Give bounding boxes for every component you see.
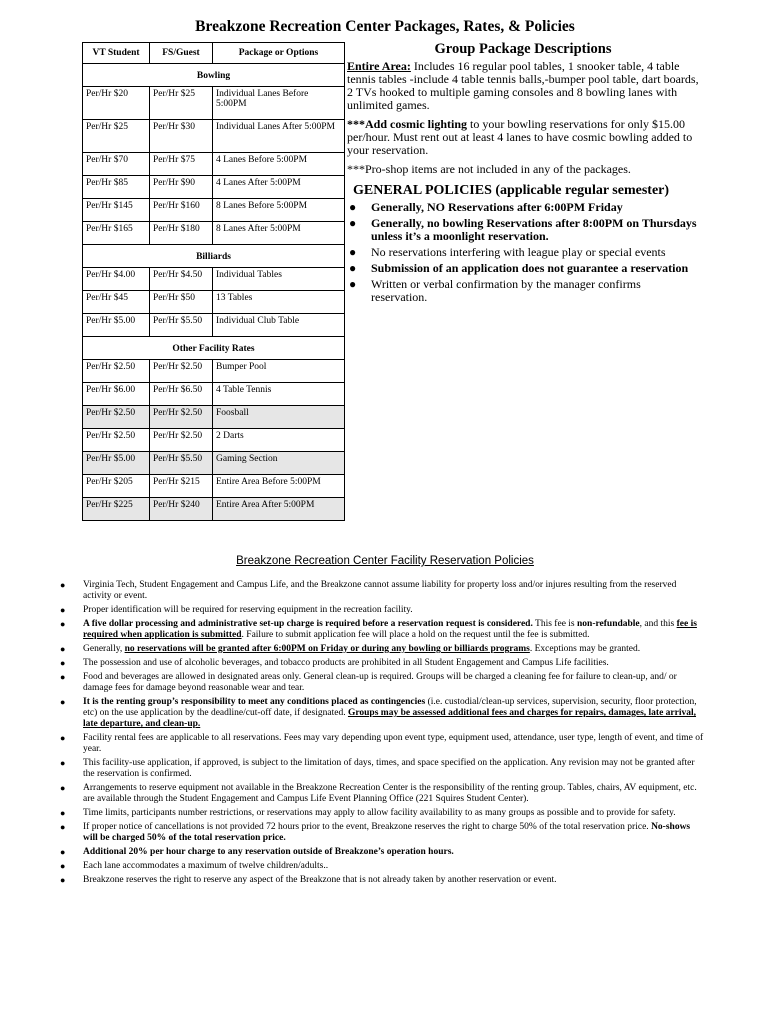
package-option: 4 Lanes After 5:00PM (213, 176, 345, 199)
table-row (83, 429, 345, 452)
header-vt-student: VT Student (83, 43, 150, 64)
bullet-icon: ● (60, 580, 66, 590)
bullet-icon: ● (349, 200, 357, 214)
bullet-icon: ● (60, 644, 66, 654)
policy-text: Proper identification will be required for reserving equipment in the recreation facility. (83, 605, 413, 615)
vt-student-rate: Per/Hr $5.00 (83, 452, 150, 475)
general-policy-item (347, 246, 699, 259)
bullet-icon: ● (60, 619, 66, 629)
facility-policy-item (60, 658, 705, 669)
vt-student-rate: Per/Hr $5.00 (83, 314, 150, 337)
vt-student-rate: Per/Hr $225 (83, 498, 150, 521)
policy-text: This fee is (532, 619, 577, 629)
facility-policy-item (60, 822, 705, 844)
facility-policy-item (60, 697, 705, 730)
facility-policy-item (60, 605, 705, 616)
table-row (83, 268, 345, 291)
policy-text: A five dollar processing and administrative set-up charge is required before a reservation request is considered. (83, 619, 533, 629)
bullet-icon: ● (60, 658, 66, 668)
fs-guest-rate: Per/Hr $25 (150, 87, 213, 120)
policy-text: Additional 20% per hour charge to any reservation outside of Breakzone’s operation hours. (83, 847, 454, 857)
table-header-row (83, 43, 345, 64)
facility-policy-item (60, 861, 705, 872)
package-option: 13 Tables (213, 291, 345, 314)
policy-text: Food and beverages are allowed in designated areas only. General clean-up is required. Groups will be charged a cleaning fee for failure to clean-up, and/ or damage fees for damage beyond reasonable wear and tear. (83, 672, 677, 693)
proshop-note: ***Pro-shop items are not included in any of the packages. (347, 162, 631, 176)
fs-guest-rate: Per/Hr $5.50 (150, 314, 213, 337)
fs-guest-rate: Per/Hr $50 (150, 291, 213, 314)
facility-policy-item (60, 808, 705, 819)
fs-guest-rate: Per/Hr $2.50 (150, 360, 213, 383)
vt-student-rate: Per/Hr $20 (83, 87, 150, 120)
table-row (83, 153, 345, 176)
vt-student-rate: Per/Hr $4.00 (83, 268, 150, 291)
section-row (83, 245, 345, 268)
fs-guest-rate: Per/Hr $180 (150, 222, 213, 245)
facility-policies-list (60, 580, 705, 889)
package-option: Individual Tables (213, 268, 345, 291)
table-row (83, 360, 345, 383)
fs-guest-rate: Per/Hr $240 (150, 498, 213, 521)
general-policies-list (347, 201, 699, 304)
entire-area-label: Entire Area: (347, 59, 411, 73)
facility-policy-item (60, 875, 705, 886)
group-package-heading: Group Package Descriptions (434, 41, 612, 57)
general-policy-text: Generally, no bowling Reservations after 8:00PM on Thursdays unless it’s a moonlight reservation. (371, 216, 697, 243)
package-option: 4 Lanes Before 5:00PM (213, 153, 345, 176)
page-title: Breakzone Recreation Center Packages, Rates, & Policies (195, 18, 575, 35)
policy-text: Groups may be assessed additional fees and charges for repairs, damages, late arrival, late departure, and clean-up. (83, 708, 697, 729)
facility-policy-item (60, 580, 705, 602)
general-policies-heading: GENERAL POLICIES (applicable regular semester) (353, 183, 670, 198)
bullet-icon: ● (349, 245, 357, 259)
section-title: Other Facility Rates (83, 337, 345, 360)
bullet-icon: ● (60, 822, 66, 832)
policy-text: (i.e. custodial/clean-up services, supervision, security, floor protection, etc) on the use application by the deadline/cut-off date, if designated. (83, 697, 697, 718)
table-row (83, 475, 345, 498)
table-row (83, 498, 345, 521)
bullet-icon: ● (60, 733, 66, 743)
general-policy-text: Written or verbal confirmation by the manager confirms reservation. (371, 277, 641, 304)
general-policy-item (347, 262, 699, 275)
policy-text: no reservations will be granted after 6:00PM on Friday or during any bowling or billiards programs (124, 644, 530, 654)
bullet-icon: ● (60, 847, 66, 857)
table-row (83, 291, 345, 314)
table-row (83, 222, 345, 245)
facility-policy-item (60, 619, 705, 641)
vt-student-rate: Per/Hr $25 (83, 120, 150, 153)
header-package-options: Package or Options (213, 43, 345, 64)
table-row (83, 452, 345, 475)
package-option: 8 Lanes After 5:00PM (213, 222, 345, 245)
facility-policy-item (60, 783, 705, 805)
policy-text: fee is required when application is submitted (83, 619, 697, 640)
policy-text: Virginia Tech, Student Engagement and Campus Life, and the Breakzone cannot assume liability for property loss and/or injures resulting from the reserved activity or event. (83, 580, 677, 601)
policy-text: Arrangements to reserve equipment not available in the Breakzone Recreation Center is the responsibility of the renting group. Tables, chairs, AV equipment, etc. are available through the Student Engagement and Campus Life Event Planning Office (221 Squires Student Center). (83, 783, 697, 804)
facility-policy-item (60, 644, 705, 655)
table-row (83, 87, 345, 120)
policy-text: It is the renting group’s responsibility to meet any conditions placed as contingencies (83, 697, 426, 707)
rates-table-body (83, 64, 345, 521)
section-row (83, 64, 345, 87)
rates-table (82, 42, 345, 521)
section-title: Bowling (83, 64, 345, 87)
package-option: Bumper Pool (213, 360, 345, 383)
package-option: Individual Club Table (213, 314, 345, 337)
table-row (83, 176, 345, 199)
vt-student-rate: Per/Hr $145 (83, 199, 150, 222)
section-row (83, 337, 345, 360)
policy-text: . Exceptions may be granted. (529, 644, 641, 654)
vt-student-rate: Per/Hr $2.50 (83, 429, 150, 452)
fs-guest-rate: Per/Hr $2.50 (150, 429, 213, 452)
cosmic-lighting-paragraph (347, 118, 699, 157)
facility-policy-item (60, 672, 705, 694)
general-policy-item (347, 201, 699, 214)
bullet-icon: ● (60, 672, 66, 682)
policy-text: , and this (639, 619, 677, 629)
package-option: Gaming Section (213, 452, 345, 475)
fs-guest-rate: Per/Hr $6.50 (150, 383, 213, 406)
bullet-icon: ● (60, 697, 66, 707)
bullet-icon: ● (60, 861, 66, 871)
policy-text: If proper notice of cancellations is not provided 72 hours prior to the event, Breakzone reserves the right to charge 50% of the total reservation price. (83, 822, 652, 832)
fs-guest-rate: Per/Hr $215 (150, 475, 213, 498)
table-row (83, 120, 345, 153)
package-option: 4 Table Tennis (213, 383, 345, 406)
vt-student-rate: Per/Hr $165 (83, 222, 150, 245)
cosmic-lighting-label: ***Add cosmic lighting (347, 117, 468, 131)
general-policy-item (347, 278, 699, 304)
package-option: Individual Lanes After 5:00PM (213, 120, 345, 153)
right-column (347, 43, 699, 307)
policy-text: Generally, (83, 644, 125, 654)
table-row (83, 406, 345, 429)
vt-student-rate: Per/Hr $6.00 (83, 383, 150, 406)
policy-text: Facility rental fees are applicable to all reservations. Fees may vary depending upon event type, equipment used, attendance, user type, length of event, and time of year. (83, 733, 704, 754)
entire-area-paragraph (347, 60, 699, 112)
facility-policy-item (60, 733, 705, 755)
fs-guest-rate: Per/Hr $30 (150, 120, 213, 153)
package-option: 2 Darts (213, 429, 345, 452)
section-title: Billiards (83, 245, 345, 268)
policy-text: The possession and use of alcoholic beverages, and tobacco products are prohibited in all Student Engagement and Campus Life facilities. (83, 658, 609, 668)
bullet-icon: ● (349, 216, 357, 230)
facility-policy-item (60, 847, 705, 858)
fs-guest-rate: Per/Hr $75 (150, 153, 213, 176)
bullet-icon: ● (60, 808, 66, 818)
fs-guest-rate: Per/Hr $4.50 (150, 268, 213, 291)
bullet-icon: ● (60, 783, 66, 793)
policy-text: Time limits, participants number restrictions, or reservations may apply to allow facility availability to as many groups as possible and to provide for safety. (83, 808, 676, 818)
facility-policies-heading: Breakzone Recreation Center Facility Reservation Policies (236, 555, 534, 567)
policy-text: Breakzone reserves the right to reserve any aspect of the Breakzone that is not already taken by another reservation or event. (83, 875, 557, 885)
package-option: Entire Area After 5:00PM (213, 498, 345, 521)
package-option: Individual Lanes Before 5:00PM (213, 87, 345, 120)
table-row (83, 383, 345, 406)
policy-text: . Failure to submit application fee will place a hold on the request until the fee is submitted. (241, 630, 590, 640)
cosmic-lighting-text: to your bowling reservations for only $15.00 per/hour. Must rent out at least 4 lanes to have cosmic bowling added to your reservation. (347, 117, 693, 157)
policy-text: non-refundable (577, 619, 640, 629)
bullet-icon: ● (60, 605, 66, 615)
package-option: Entire Area Before 5:00PM (213, 475, 345, 498)
fs-guest-rate: Per/Hr $160 (150, 199, 213, 222)
vt-student-rate: Per/Hr $85 (83, 176, 150, 199)
fs-guest-rate: Per/Hr $5.50 (150, 452, 213, 475)
general-policy-text: Submission of an application does not guarantee a reservation (371, 261, 689, 275)
policy-text: This facility-use application, if approved, is subject to the limitation of days, times, and space specified on the application. Any revision may not be granted after the reservation is confirmed. (83, 758, 695, 779)
bullet-icon: ● (349, 277, 357, 291)
package-option: Foosball (213, 406, 345, 429)
vt-student-rate: Per/Hr $70 (83, 153, 150, 176)
bullet-icon: ● (60, 875, 66, 885)
vt-student-rate: Per/Hr $2.50 (83, 360, 150, 383)
entire-area-text: Includes 16 regular pool tables, 1 snooker table, 4 table tennis tables -include 4 table tennis balls,-bumper pool table, dart boards, 2 TVs hooked to multiple gaming consoles and 8 bowling lanes with unlimited games. (347, 59, 699, 112)
table-row (83, 314, 345, 337)
header-fs-guest: FS/Guest (150, 43, 213, 64)
package-option: 8 Lanes Before 5:00PM (213, 199, 345, 222)
general-policy-text: Generally, NO Reservations after 6:00PM Friday (371, 200, 623, 214)
policy-text: Each lane accommodates a maximum of twelve children/adults.. (83, 861, 329, 871)
vt-student-rate: Per/Hr $2.50 (83, 406, 150, 429)
general-policy-text: No reservations interfering with league play or special events (371, 245, 666, 259)
bullet-icon: ● (349, 261, 357, 275)
vt-student-rate: Per/Hr $205 (83, 475, 150, 498)
facility-policy-item (60, 758, 705, 780)
fs-guest-rate: Per/Hr $90 (150, 176, 213, 199)
vt-student-rate: Per/Hr $45 (83, 291, 150, 314)
general-policy-item (347, 217, 699, 243)
fs-guest-rate: Per/Hr $2.50 (150, 406, 213, 429)
table-row (83, 199, 345, 222)
policy-text: No-shows will be charged 50% of the total reservation price. (83, 822, 691, 843)
bullet-icon: ● (60, 758, 66, 768)
